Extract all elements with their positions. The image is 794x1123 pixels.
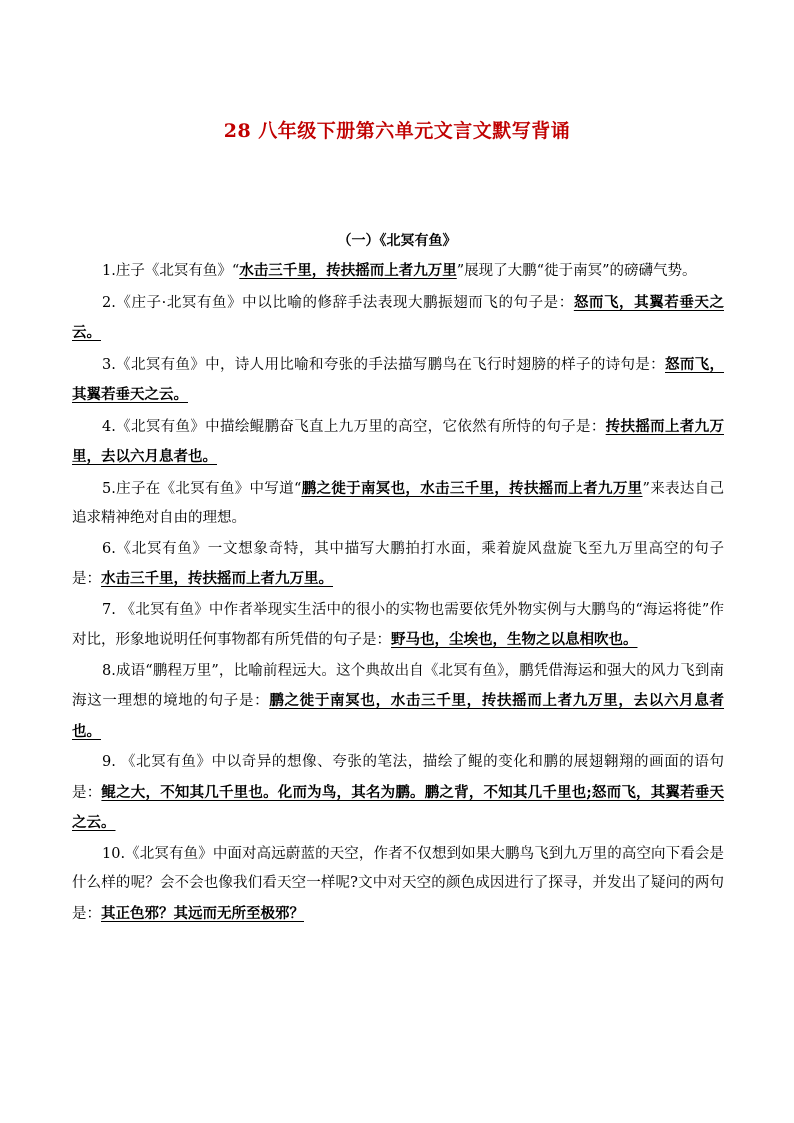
question-item-1 [72, 256, 724, 287]
answer-text: 水击三千里，抟扶摇而上者九万里。 [101, 570, 333, 587]
question-text: 1.庄子《北冥有鱼》“ [102, 263, 240, 279]
question-text-tail: ”展现了大鹏“徙于南冥”的磅礴气势。 [456, 263, 697, 279]
question-text: 6.《北冥有鱼》一文想象奇特，其中描写大鹏拍打水面，乘着旋风盘旋飞至九万里高空的句子是： [72, 540, 724, 587]
question-item-6 [72, 535, 724, 595]
question-text-tail: ”来表达自己追求精神绝对自由的理想。 [72, 480, 724, 526]
answer-text: 鹏之徙于南冥也，水击三千里，抟扶摇而上者九万里，去以六月息者也。 [72, 692, 725, 740]
page-title: 28 八年级下册第六单元文言文默写背诵 [223, 120, 571, 142]
answer-text: 怒而飞，其翼若垂天之云。 [72, 355, 724, 403]
question-item-2 [72, 288, 724, 349]
answer-text: 其正色邪？其远而无所至极邪？ [101, 904, 304, 922]
answer-text: 鹏之徙于南冥也，水击三千里，抟扶摇而上者九万里 [301, 479, 643, 497]
question-item-7 [72, 596, 724, 656]
answer-text: 水击三千里，抟扶摇而上者九万里 [239, 262, 457, 279]
question-text: 10.《北冥有鱼》中面对高远蔚蓝的天空，作者不仅想到如果大鹏鸟飞到九万里的高空向下看会是什么样的呢？会不会也像我们看天空一样呢?文中对天空的颜色成因进行了探寻，并发出了疑问的两句是： [72, 845, 724, 922]
question-list [72, 256, 724, 930]
question-item-9 [72, 748, 724, 839]
question-text: 3.《北冥有鱼》中，诗人用比喻和夸张的手法描写鹏鸟在飞行时翅膀的样子的诗句是： [102, 356, 665, 373]
question-text: 8.成语“鹏程万里”，比喻前程远大。这个典故出自《北冥有鱼》，鹏凭借海运和强大的风力飞到南海这一理想的境地的句子是： [72, 662, 724, 709]
section-title: （一）《北冥有鱼》 [337, 233, 457, 249]
question-item-10 [72, 840, 724, 930]
question-text: 4.《北冥有鱼》中描绘鲲鹏奋飞直上九万里的高空，它依然有所恃的句子是： [102, 418, 606, 435]
question-text: 2.《庄子·北冥有鱼》中以比喻的修辞手法表现大鹏振翅而飞的句子是： [102, 294, 574, 311]
question-item-8 [72, 657, 724, 748]
question-text: 7. 《北冥有鱼》中作者举现实生活中的很小的实物也需要依凭外物实例与大鹏鸟的“海运将徙”作对比，形象地说明任何事物都有所凭借的句子是： [72, 601, 724, 648]
question-item-3 [72, 350, 724, 411]
answer-text: 怒而飞，其翼若垂天之云。 [72, 293, 724, 341]
answer-text: 鲲之大，不知其几千里也。化而为鸟，其名为鹏。鹏之背，不知其几千里也;怒而飞，其翼若垂天之云。 [72, 783, 725, 831]
question-item-5 [72, 474, 724, 534]
question-text: 9. 《北冥有鱼》中以奇异的想像、夸张的笔法，描绘了鲲的变化和鹏的展翅翱翔的画面的语句是： [72, 754, 724, 801]
answer-text: 野马也，尘埃也，生物之以息相吹也。 [391, 631, 638, 648]
answer-text: 抟扶摇而上者九万里，去以六月息者也。 [72, 417, 724, 465]
question-text: 5.庄子在《北冥有鱼》中写道“ [102, 480, 302, 497]
question-item-4 [72, 412, 724, 473]
